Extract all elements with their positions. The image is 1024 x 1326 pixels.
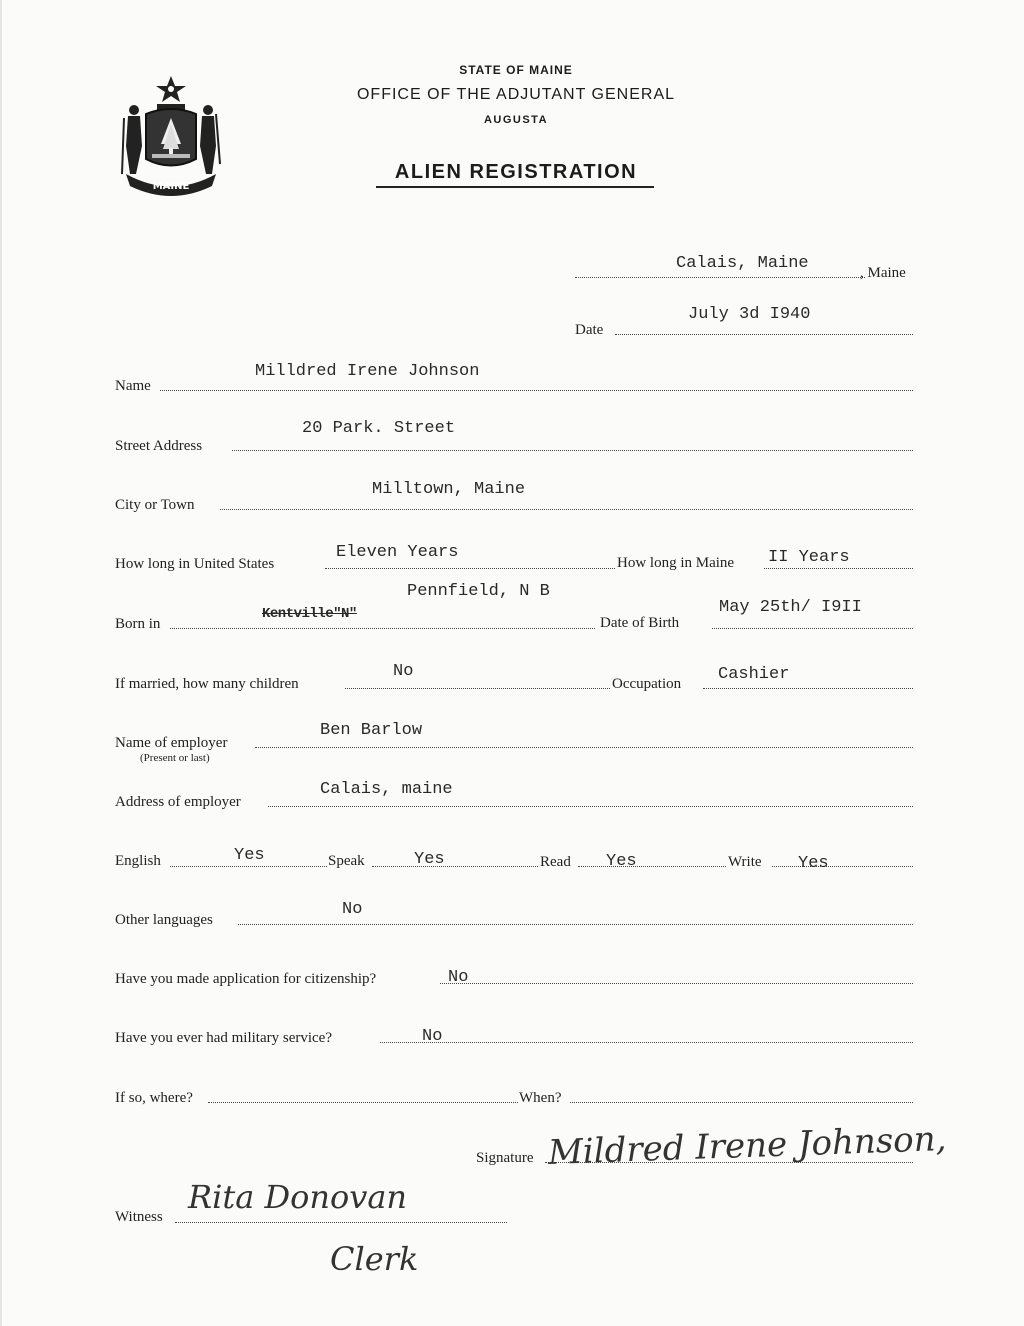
other-languages-line <box>238 924 913 925</box>
title-underline <box>376 186 654 188</box>
place-suffix: , Maine <box>860 265 906 281</box>
employer-label: Name of employer <box>115 735 228 751</box>
when-label: When? <box>519 1090 562 1106</box>
other-languages-value: No <box>342 900 363 919</box>
read-label: Read <box>540 854 571 870</box>
state-seal-icon <box>116 74 226 199</box>
signature-label: Signature <box>476 1150 534 1166</box>
witness-label: Witness <box>115 1209 163 1225</box>
date-label: Date <box>575 322 604 338</box>
children-label: If married, how many children <box>115 676 299 692</box>
speak-value: Yes <box>414 850 445 869</box>
signature-value: Mildred Irene Johnson, <box>547 1119 947 1173</box>
read-value: Yes <box>606 852 637 871</box>
write-line <box>772 866 913 867</box>
where-label: If so, where? <box>115 1090 193 1106</box>
name-label: Name <box>115 378 151 394</box>
place-value: Calais, Maine <box>676 254 809 273</box>
dob-label: Date of Birth <box>600 615 680 631</box>
born-label: Born in <box>115 616 161 632</box>
employer-address-value: Calais, maine <box>320 780 453 799</box>
dob-value: May 25th/ I9II <box>719 598 862 617</box>
write-label: Write <box>728 854 762 870</box>
where-line <box>208 1102 518 1103</box>
born-struck-value: Kentville"N" <box>262 606 357 622</box>
us-stay-label: How long in United States <box>115 556 275 572</box>
employer-sublabel: (Present or last) <box>140 752 210 764</box>
office-heading: OFFICE OF THE ADJUTANT GENERAL <box>356 86 676 103</box>
witness-line <box>175 1222 507 1223</box>
english-label: English <box>115 853 161 869</box>
date-line <box>615 334 913 335</box>
write-value: Yes <box>798 854 829 873</box>
when-line <box>570 1102 913 1103</box>
employer-address-line <box>268 806 913 807</box>
city-town-line <box>220 509 913 510</box>
state-heading: STATE OF MAINE <box>459 63 573 77</box>
english-line <box>170 866 327 867</box>
citizenship-label: Have you made application for citizenship? <box>115 971 377 987</box>
occupation-label: Occupation <box>612 676 682 692</box>
witness-title: Clerk <box>330 1240 419 1278</box>
witness-value: Rita Donovan <box>188 1178 407 1216</box>
speak-line <box>372 866 538 867</box>
street-label: Street Address <box>115 438 203 454</box>
name-value: Milldred Irene Johnson <box>255 362 480 381</box>
citizenship-value: No <box>448 968 469 987</box>
maine-stay-label: How long in Maine <box>617 555 735 571</box>
employer-line <box>255 747 913 748</box>
born-value: Pennfield, N B <box>407 582 550 601</box>
military-label: Have you ever had military service? <box>115 1030 332 1046</box>
occupation-value: Cashier <box>718 665 790 684</box>
speak-label: Speak <box>328 853 365 869</box>
read-line <box>578 866 726 867</box>
employer-address-label: Address of employer <box>115 794 241 810</box>
form-title: ALIEN REGISTRATION <box>394 161 638 183</box>
place-line <box>575 277 865 278</box>
city-heading: AUGUSTA <box>483 114 549 126</box>
page-edge <box>0 0 2 1326</box>
seal-banner-text: MAINE <box>152 181 190 192</box>
occupation-line <box>703 688 913 689</box>
english-value: Yes <box>234 846 265 865</box>
city-town-label: City or Town <box>115 497 195 513</box>
street-line <box>232 450 913 451</box>
military-value: No <box>422 1027 443 1046</box>
born-line <box>170 628 595 629</box>
us-stay-line <box>325 568 615 569</box>
children-value: No <box>393 662 414 681</box>
us-stay-value: Eleven Years <box>336 543 459 562</box>
maine-stay-value: II Years <box>768 548 850 567</box>
date-value: July 3d I940 <box>688 305 811 324</box>
employer-value: Ben Barlow <box>320 721 423 740</box>
citizenship-line <box>440 983 913 984</box>
name-line <box>160 390 913 391</box>
maine-stay-line <box>764 568 913 569</box>
city-town-value: Milltown, Maine <box>372 480 526 499</box>
dob-line <box>712 628 913 629</box>
children-line <box>345 688 610 689</box>
other-languages-label: Other languages <box>115 912 213 928</box>
military-line <box>380 1042 913 1043</box>
street-value: 20 Park. Street <box>302 419 456 438</box>
